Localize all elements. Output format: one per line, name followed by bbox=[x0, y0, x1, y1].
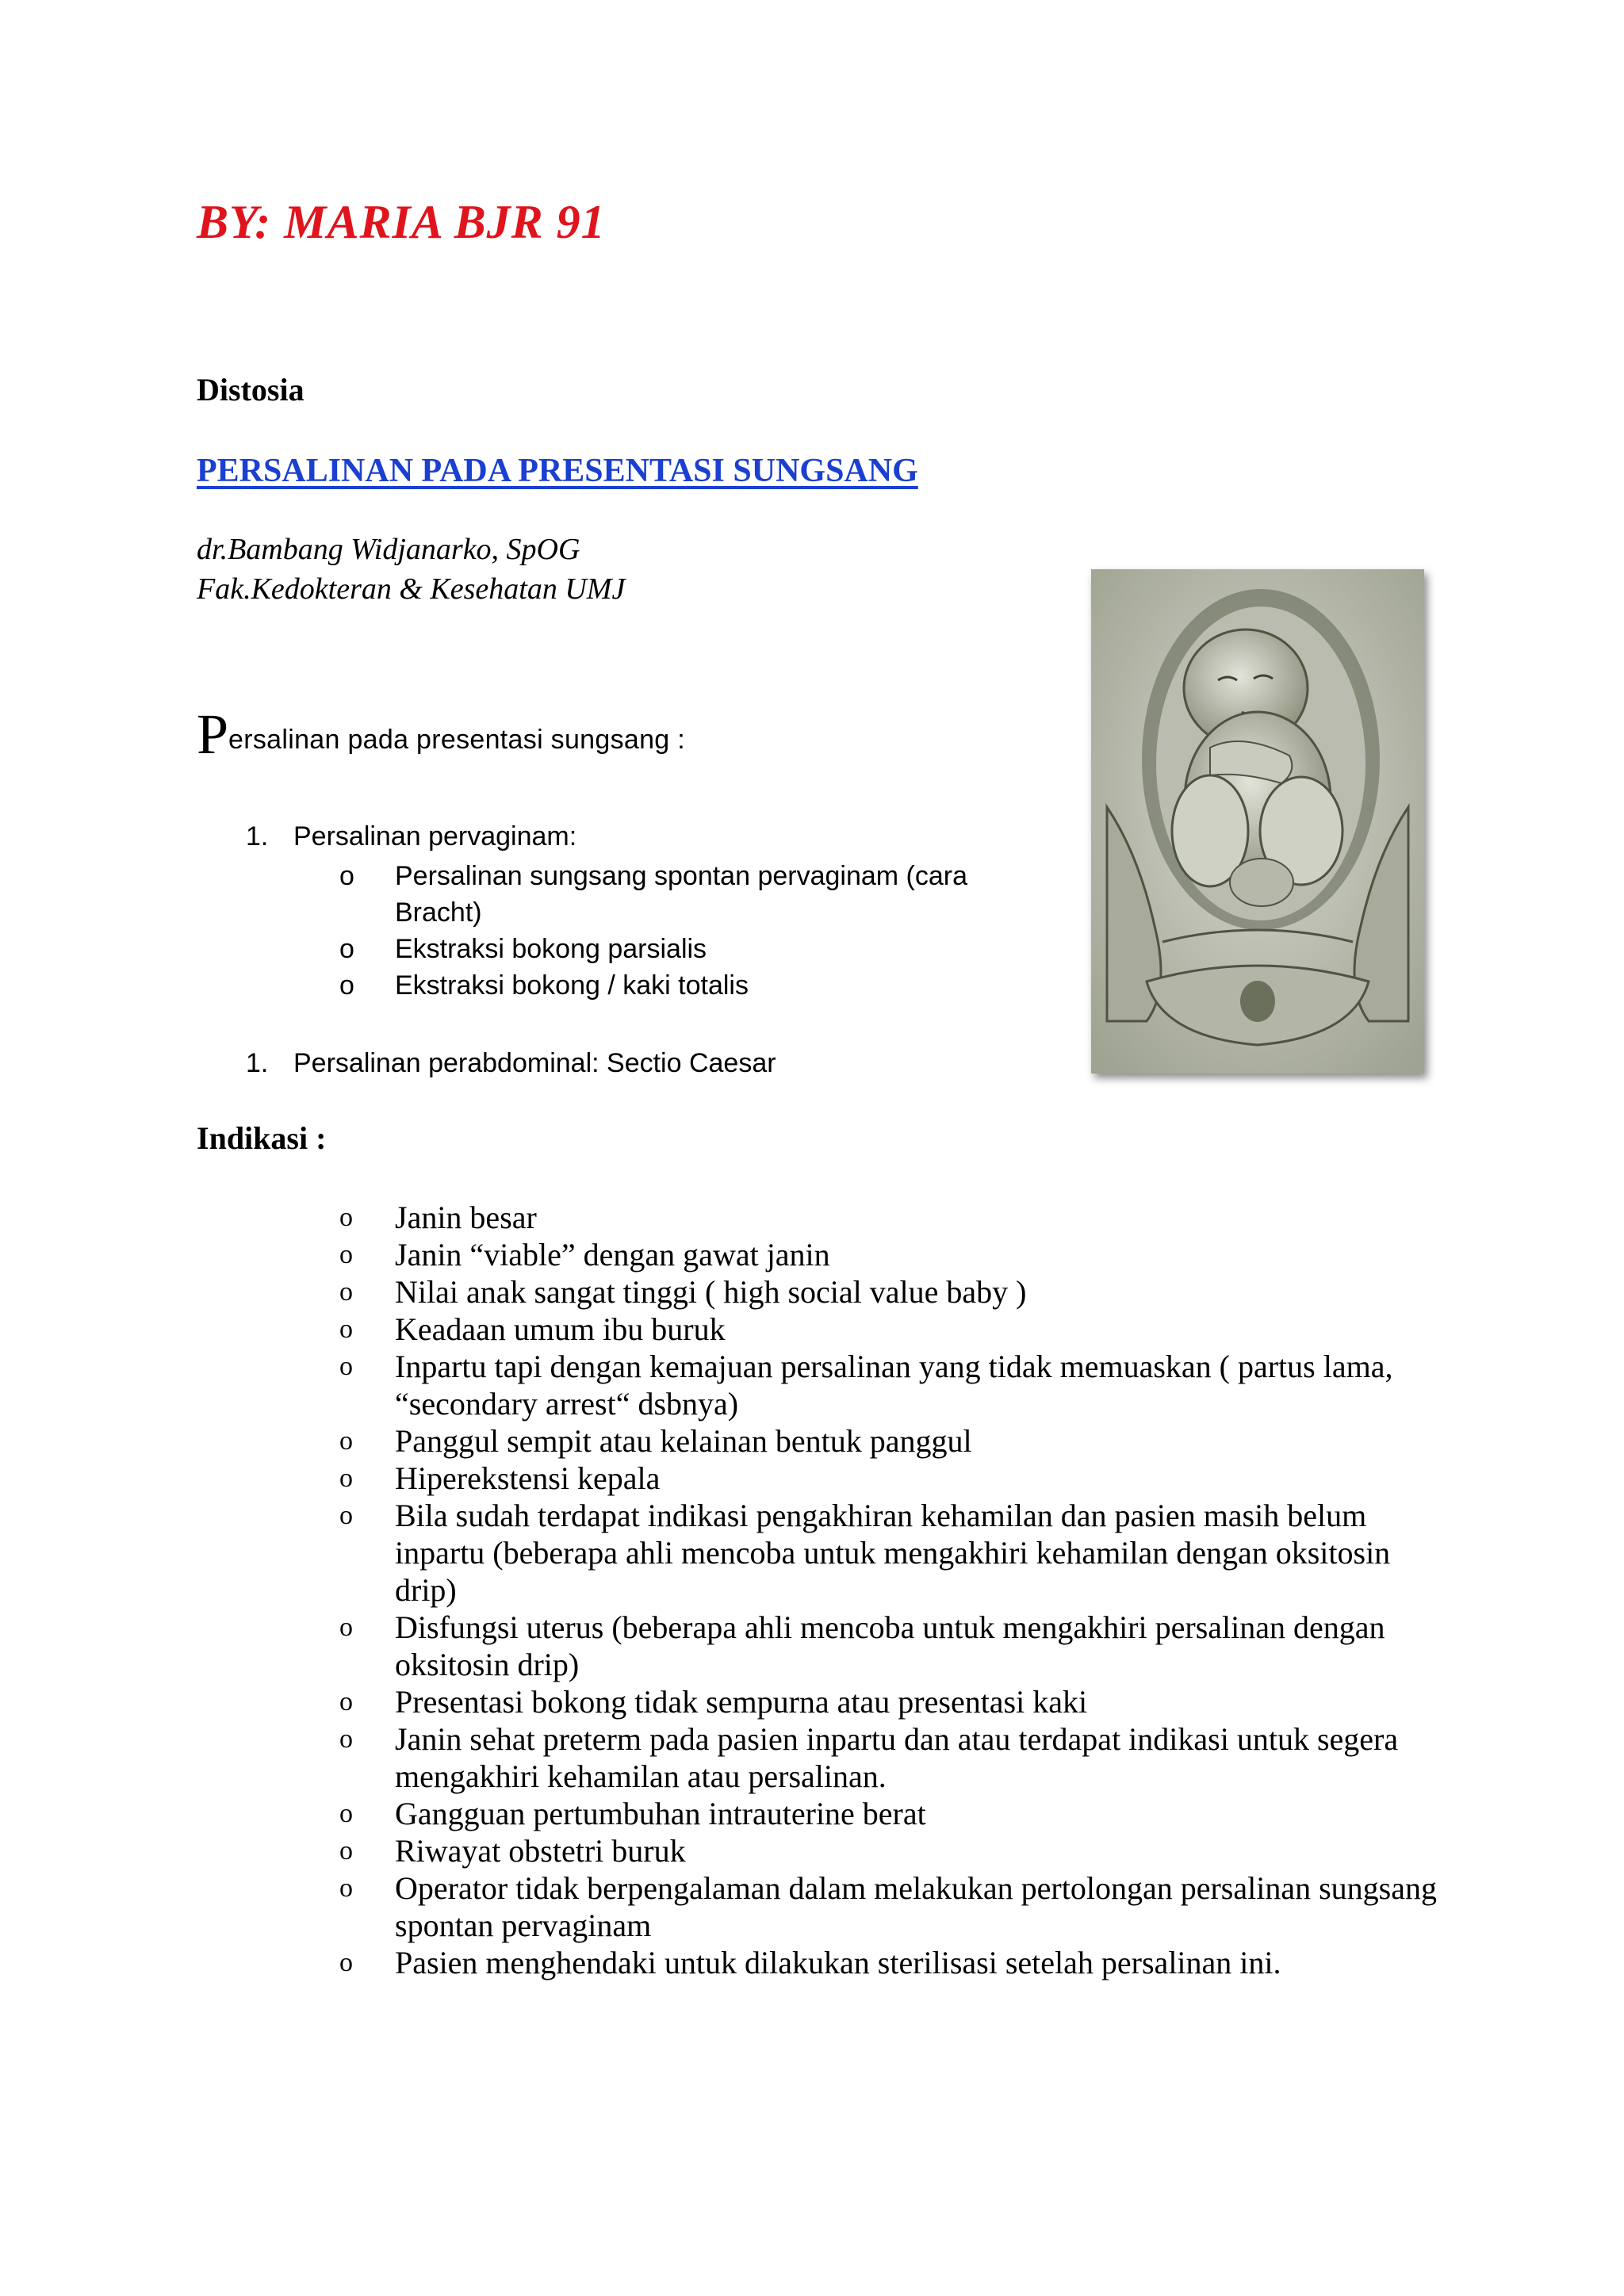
indikasi-item bbox=[339, 1422, 1450, 1460]
bullet-icon: o bbox=[339, 1501, 353, 1530]
indikasi-text: Janin “viable” dengan gawat janin bbox=[395, 1237, 830, 1272]
method-item bbox=[246, 821, 576, 852]
method-label: Persalinan pervaginam: bbox=[293, 821, 577, 851]
indikasi-text: Keadaan umum ibu buruk bbox=[395, 1311, 726, 1347]
indikasi-item bbox=[339, 1273, 1450, 1311]
bullet-icon: o bbox=[339, 1277, 353, 1307]
indikasi-text: Riwayat obstetri buruk bbox=[395, 1833, 686, 1869]
indikasi-text: Janin besar bbox=[395, 1200, 537, 1235]
method-sub-item bbox=[339, 967, 1005, 1004]
indikasi-item bbox=[339, 1832, 1450, 1869]
method-sub-text: Ekstraksi bokong parsialis bbox=[395, 934, 707, 964]
indikasi-item bbox=[339, 1236, 1450, 1273]
bullet-icon: o bbox=[339, 1426, 353, 1456]
method-sub-item bbox=[339, 931, 1005, 967]
bullet-icon: o bbox=[339, 1314, 353, 1344]
bullet-icon: o bbox=[339, 1687, 353, 1716]
indikasi-item bbox=[339, 1199, 1450, 1236]
byline: BY: MARIA BJR 91 bbox=[197, 196, 606, 248]
indikasi-heading: Indikasi : bbox=[197, 1120, 327, 1156]
bullet-icon: o bbox=[339, 1873, 353, 1903]
bullet-icon: o bbox=[339, 934, 354, 964]
method-sub-list bbox=[339, 858, 1005, 1004]
method-sub-text: Ekstraksi bokong / kaki totalis bbox=[395, 970, 749, 1001]
breech-illustration bbox=[1091, 569, 1424, 1073]
bullet-icon: o bbox=[339, 1464, 353, 1493]
indikasi-text: Hiperekstensi kepala bbox=[395, 1460, 661, 1496]
author-affiliation: Fak.Kedokteran & Kesehatan UMJ bbox=[197, 572, 626, 606]
bullet-icon: o bbox=[339, 1352, 353, 1381]
document-title[interactable]: PERSALINAN PADA PRESENTASI SUNGSANG bbox=[197, 453, 918, 489]
indikasi-item bbox=[339, 1869, 1450, 1944]
indikasi-item bbox=[339, 1683, 1450, 1720]
intro-text: ersalinan pada presentasi sungsang : bbox=[228, 725, 686, 755]
author-name: dr.Bambang Widjanarko, SpOG bbox=[197, 533, 580, 566]
bullet-icon: o bbox=[339, 970, 354, 1001]
indikasi-item bbox=[339, 1944, 1450, 1981]
indikasi-text: Bila sudah terdapat indikasi pengakhiran kehamilan dan pasien masih belum inpartu (beberapa ahli mencoba untuk mengakhiri kehamilan dengan oksitosin drip) bbox=[395, 1498, 1391, 1608]
indikasi-text: Janin sehat preterm pada pasien inpartu dan atau terdapat indikasi untuk segera mengakhiri kehamilan atau persalinan. bbox=[395, 1721, 1399, 1794]
indikasi-text: Operator tidak berpengalaman dalam melakukan pertolongan persalinan sungsang spontan pervaginam bbox=[395, 1870, 1437, 1943]
bullet-icon: o bbox=[339, 1799, 353, 1828]
bullet-icon: o bbox=[339, 861, 354, 891]
method-sub-text: Persalinan sungsang spontan pervaginam (cara Bracht) bbox=[395, 861, 968, 928]
bullet-icon: o bbox=[339, 1203, 353, 1232]
indikasi-item bbox=[339, 1460, 1450, 1497]
bullet-icon: o bbox=[339, 1613, 353, 1642]
author-block bbox=[197, 530, 625, 609]
method-number: 1. bbox=[246, 1048, 269, 1078]
method-label: Persalinan perabdominal: Sectio Caesar bbox=[293, 1048, 776, 1078]
indikasi-item bbox=[339, 1609, 1450, 1683]
bullet-icon: o bbox=[339, 1240, 353, 1269]
indikasi-text: Nilai anak sangat tinggi ( high social value baby ) bbox=[395, 1274, 1027, 1310]
indikasi-text: Panggul sempit atau kelainan bentuk panggul bbox=[395, 1423, 972, 1459]
indikasi-text: Pasien menghendaki untuk dilakukan sterilisasi setelah persalinan ini. bbox=[395, 1945, 1281, 1980]
intro-sentence bbox=[197, 702, 686, 766]
method-number: 1. bbox=[246, 821, 269, 851]
drop-cap: P bbox=[197, 702, 229, 766]
indikasi-text: Presentasi bokong tidak sempurna atau presentasi kaki bbox=[395, 1684, 1088, 1720]
method-sub-item bbox=[339, 858, 1005, 931]
bullet-icon: o bbox=[339, 1836, 353, 1866]
method-item bbox=[246, 1048, 776, 1079]
indikasi-list bbox=[339, 1199, 1450, 1981]
indikasi-item bbox=[339, 1720, 1450, 1795]
bullet-icon: o bbox=[339, 1724, 353, 1754]
bullet-icon: o bbox=[339, 1948, 353, 1977]
indikasi-text: Gangguan pertumbuhan intrauterine berat bbox=[395, 1796, 926, 1831]
indikasi-item bbox=[339, 1795, 1450, 1832]
indikasi-text: Disfungsi uterus (beberapa ahli mencoba untuk mengakhiri persalinan dengan oksitosin drip) bbox=[395, 1609, 1385, 1682]
indikasi-item bbox=[339, 1311, 1450, 1348]
indikasi-item bbox=[339, 1348, 1450, 1422]
section-label: Distosia bbox=[197, 372, 304, 408]
indikasi-text: Inpartu tapi dengan kemajuan persalinan yang tidak memuaskan ( partus lama, “secondary arrest“ dsbnya) bbox=[395, 1349, 1393, 1422]
indikasi-item bbox=[339, 1497, 1450, 1609]
